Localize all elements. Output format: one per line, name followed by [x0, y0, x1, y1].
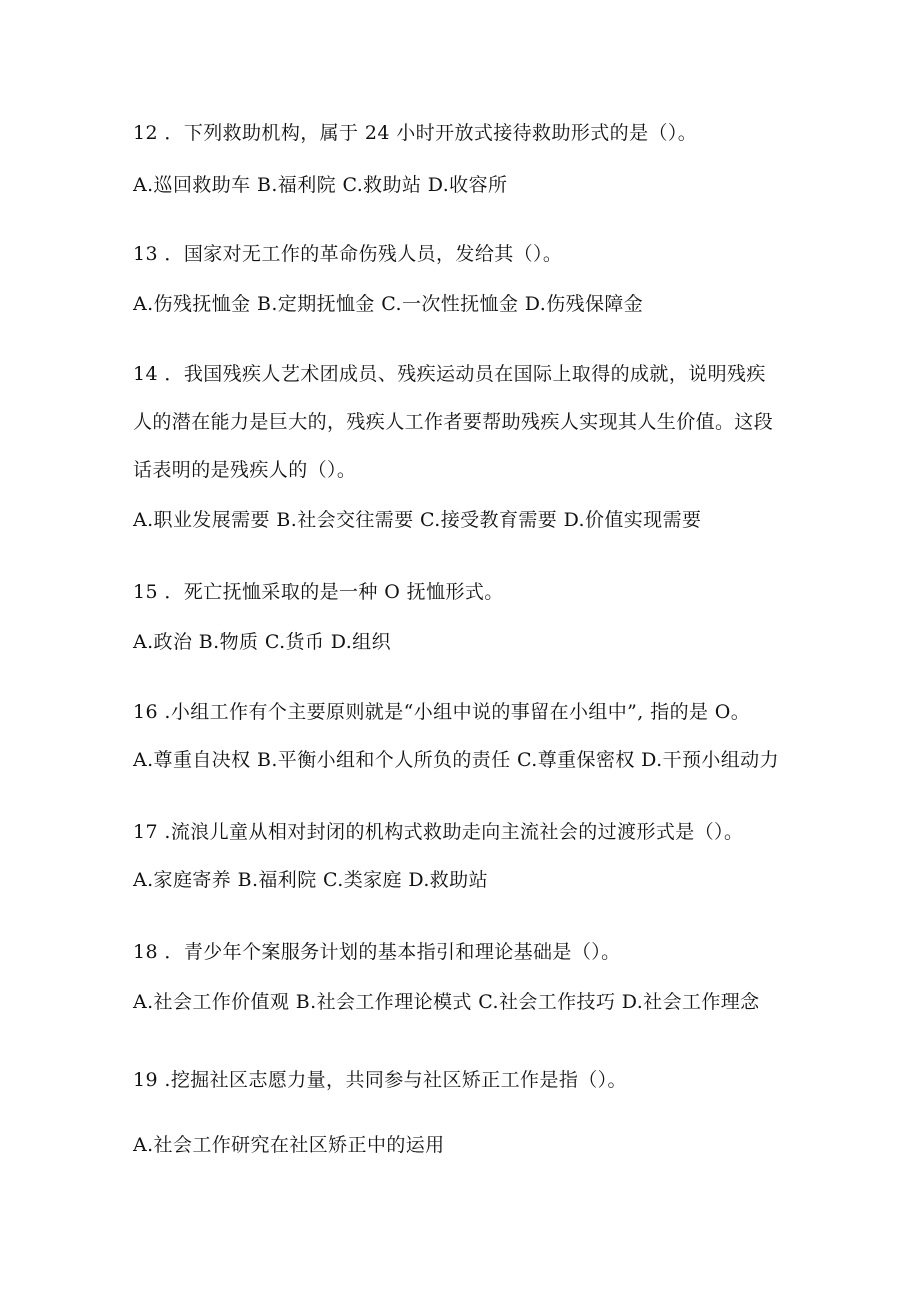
- question-16-stem: 16 .小组工作有个主要原则就是“小组中说的事留在小组中”, 指的是 O。: [133, 701, 751, 723]
- question-14-stem-line-1: 14 ．我国残疾人艺术团成员、残疾运动员在国际上取得的成就，说明残疾: [133, 363, 766, 385]
- question-19-stem: 19 .挖掘社区志愿力量，共同参与社区矫正工作是指（）。: [133, 1069, 627, 1091]
- question-12-options: A.巡回救助车 B.福利院 C.救助站 D.收容所: [133, 174, 508, 196]
- question-12-stem: 12 ．下列救助机构，属于 24 小时开放式接待救助形式的是（）。: [133, 122, 698, 144]
- question-17-options: A.家庭寄养 B.福利院 C.类家庭 D.救助站: [133, 869, 488, 891]
- question-17-stem: 17 .流浪儿童从相对封闭的机构式救助走向主流社会的过渡形式是（）。: [133, 821, 744, 843]
- question-13-stem: 13 ．国家对无工作的革命伤残人员，发给其（）。: [133, 243, 563, 265]
- question-15-stem: 15 ．死亡抚恤采取的是一种 O 抚恤形式。: [133, 581, 504, 603]
- question-13-options: A.伤残抚恤金 B.定期抚恤金 C.一次性抚恤金 D.伤残保障金: [133, 293, 644, 315]
- question-14-stem-line-3: 话表明的是残疾人的（）。: [133, 459, 357, 481]
- question-14-options: A.职业发展需要 B.社会交往需要 C.接受教育需要 D.价值实现需要: [133, 509, 702, 531]
- question-16-options: A.尊重自决权 B.平衡小组和个人所负的责任 C.尊重保密权 D.干预小组动力: [133, 749, 779, 771]
- question-14-stem-line-2: 人的潜在能力是巨大的，残疾人工作者要帮助残疾人实现其人生价值。这段: [133, 411, 774, 433]
- question-18-stem: 18 ．青少年个案服务计划的基本指引和理论基础是（）。: [133, 941, 621, 963]
- question-15-options: A.政治 B.物质 C.货币 D.组织: [133, 631, 391, 653]
- question-18-options: A.社会工作价值观 B.社会工作理论模式 C.社会工作技巧 D.社会工作理念: [133, 991, 760, 1013]
- question-19-options: A.社会工作研究在社区矫正中的运用: [133, 1134, 445, 1156]
